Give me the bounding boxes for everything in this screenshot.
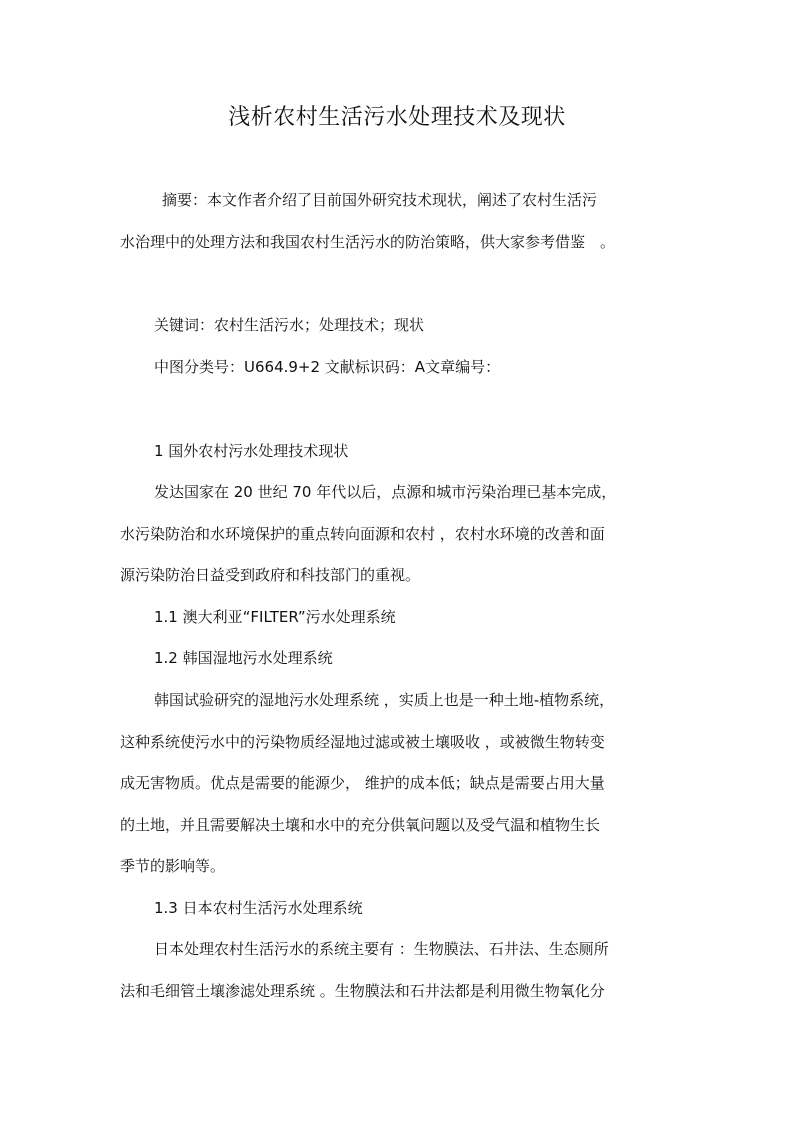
section-1-3-para-line-2: 法和毛细管土壤渗滤处理系统 。生物膜法和石井法都是利用微生物氧化分: [120, 982, 605, 1000]
section-1-2-para-line-4: 的土地，并且需要解决土壤和水中的充分供氧问题以及受气温和植物生长: [120, 816, 601, 834]
section-1-2-para-line-2: 这种系统使污水中的污染物质经湿地过滤或被土壤吸收 ，或被微生物转变: [120, 733, 605, 751]
section-1-2-para-line-1: 韩国试验研究的湿地污水处理系统 ，实质上也是一种土地-植物系统，: [154, 691, 615, 709]
abstract-line-1: 摘要：本文作者介绍了目前国外研究技术现状，阐述了农村生活污: [162, 191, 598, 209]
section-1-3-para-line-1: 日本处理农村生活污水的系统主要有 ：生物膜法、石井法、生态厕所: [154, 940, 609, 958]
section-1-1-heading: 1.1 澳大利亚“FILTER”污水处理系统: [154, 608, 396, 626]
section-1-para-line-1: 发达国家在 20 世纪 70 年代以后，点源和城市污染治理已基本完成，: [154, 483, 617, 501]
section-1-heading: 1 国外农村污水处理技术现状: [154, 442, 349, 460]
document-title: 浅析农村生活污水处理技术及现状: [228, 105, 566, 130]
section-1-para-line-3: 源污染防治日益受到政府和科技部门的重视。: [120, 566, 421, 584]
section-1-2-heading: 1.2 韩国湿地污水处理系统: [154, 649, 333, 667]
abstract-line-2: 水治理中的处理方法和我国农村生活污水的防治策略，供大家参考借鉴 。: [120, 233, 616, 251]
section-1-2-para-line-3: 成无害物质。优点是需要的能源少， 维护的成本低；缺点是需要占用大量: [120, 774, 605, 792]
section-1-para-line-2: 水污染防治和水环境保护的重点转向面源和农村 ，农村水环境的改善和面: [120, 525, 605, 543]
keywords-line: 关键词：农村生活污水；处理技术；现状: [154, 316, 425, 334]
section-1-2-para-line-5: 季节的影响等。: [120, 857, 226, 875]
section-1-3-heading: 1.3 日本农村生活污水处理系统: [154, 899, 363, 917]
classification-line: 中图分类号：U664.9+2 文献标识码：A文章编号：: [154, 358, 501, 376]
